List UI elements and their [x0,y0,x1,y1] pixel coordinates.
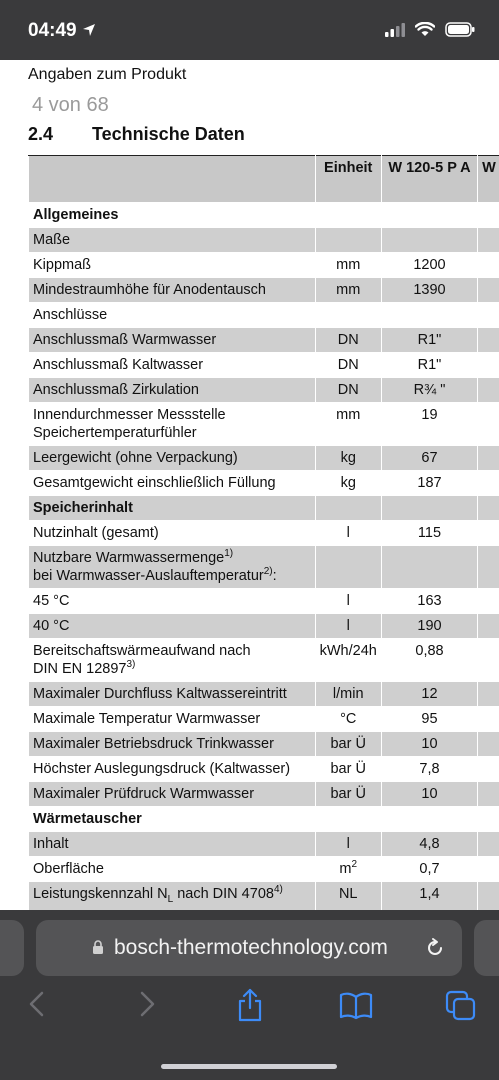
table-row [29,832,499,857]
row-unit [315,471,381,496]
row-unit [315,303,381,328]
row-label-text: Leergewicht (ohne Verpackung) [33,450,238,466]
row-unit [315,832,381,857]
table-row [29,228,499,253]
row-label-text: Anschlüsse [33,307,108,323]
table-row [29,521,499,546]
lock-icon [92,940,104,954]
row-label-text: Nutzinhalt (gesamt) [33,525,159,541]
row-value: 0,88 [381,639,477,682]
row-label-suffix: nach DIN 4708 [173,886,274,902]
row-unit-text: DN [337,332,359,348]
chapter-title: Technische Daten [92,124,245,144]
table-row [29,707,499,732]
row-next-model-value [478,782,499,807]
row-label [29,546,316,589]
row-label-line2-footnote: 2) [263,566,273,578]
table-row [29,639,499,682]
row-next-model-value [478,832,499,857]
table-row [29,378,499,403]
row-unit-text: bar Ü [330,786,366,802]
row-unit [315,546,381,589]
row-value [381,303,477,328]
row-next-model-value [478,203,499,228]
row-unit [315,378,381,403]
table-row [29,682,499,707]
row-label-text: Höchster Auslegungsdruck (Kaltwasser) [33,761,291,777]
row-unit-text: DN [337,382,359,398]
row-label-text: Wärmetauscher [33,811,142,827]
column-header-unit: Einheit [315,156,381,203]
technical-data-table [28,155,499,910]
row-label-text: Leistungskennzahl N [33,886,168,902]
row-label-text: Maximale Temperatur Warmwasser [33,711,261,727]
pdf-document-view[interactable] [0,60,499,910]
tabs-icon[interactable] [445,990,477,1022]
row-label [29,807,316,832]
row-unit [315,278,381,303]
row-label-text: Kippmaß [33,257,92,273]
column-header-model: W 120-5 P A [381,156,477,203]
row-value: 4,8 [381,832,477,857]
share-icon[interactable] [236,988,264,1022]
column-header-next-model: W [478,156,499,203]
forward-icon[interactable] [136,990,158,1018]
row-next-model-value [478,253,499,278]
row-value: 7,8 [381,757,477,782]
row-unit-text: kg [340,450,356,466]
row-label-text: 45 °C [33,593,70,609]
status-indicators [385,22,475,37]
table-row [29,782,499,807]
row-label [29,614,316,639]
previous-tab-pill[interactable] [0,920,24,976]
row-next-model-value [478,807,499,832]
row-label-text: Speicherinhalt [33,500,133,516]
row-label-text: Maximaler Betriebsdruck Trinkwasser [33,736,274,752]
row-label-text: Oberfläche [33,861,104,877]
row-label [29,378,316,403]
row-next-model-value [478,496,499,521]
row-value [381,807,477,832]
row-label [29,496,316,521]
row-label [29,707,316,732]
row-next-model-value [478,471,499,496]
row-next-model-value [478,228,499,253]
battery-icon [445,22,475,37]
row-unit [315,639,381,682]
table-row [29,882,499,911]
row-label-text: Nutzbare Warmwassermenge [33,550,225,566]
row-label-line2-suffix: : [272,568,277,584]
home-indicator [161,1064,337,1069]
row-value: 187 [381,471,477,496]
row-value: R1" [381,353,477,378]
row-next-model-value [478,857,499,882]
row-unit-text: °C [340,711,357,727]
row-next-model-value [478,732,499,757]
row-unit [315,446,381,471]
row-next-model-value [478,682,499,707]
row-label [29,782,316,807]
row-label-footnote: 1) [224,548,234,560]
row-label-text: 40 °C [33,618,70,634]
row-label-line2-footnote: 3) [126,659,136,671]
row-label [29,589,316,614]
row-label-text: Anschlussmaß Warmwasser [33,332,217,348]
row-unit [315,253,381,278]
row-value: R¾ " [381,378,477,403]
row-next-model-value [478,707,499,732]
page-indicator: 4 von 68 [26,94,115,117]
row-next-model-value [478,328,499,353]
row-label-text: Maximaler Durchfluss Kaltwassereintritt [33,686,287,702]
next-tab-pill[interactable] [474,920,499,976]
row-label [29,882,316,911]
row-label [29,857,316,882]
row-value: 163 [381,589,477,614]
browser-toolbar [0,910,499,1080]
row-label [29,471,316,496]
back-icon[interactable] [26,990,48,1018]
row-unit [315,328,381,353]
chapter-number: 2.4 [28,124,54,144]
row-label-text: Allgemeines [33,207,119,223]
row-value: 10 [381,782,477,807]
row-label [29,203,316,228]
row-value: 1,4 [381,882,477,911]
row-unit-text: l [346,618,350,634]
row-next-model-value [478,882,499,911]
row-label [29,353,316,378]
table-row [29,589,499,614]
row-unit-text: l [346,836,350,852]
row-label-text: Bereitschaftswärmeaufwand nach [33,643,251,659]
row-next-model-value [478,589,499,614]
row-value: 0,7 [381,857,477,882]
row-unit-text: NL [338,886,358,902]
row-label-subscript: L [167,893,174,905]
table-row [29,614,499,639]
row-unit [315,882,381,911]
row-next-model-value [478,278,499,303]
row-label-text: Maximaler Prüfdruck Warmwasser [33,786,255,802]
table-row [29,303,499,328]
row-unit-text: m [339,861,352,877]
row-label-text: Anschlussmaß Zirkulation [33,382,199,398]
row-unit [315,782,381,807]
row-unit [315,496,381,521]
row-unit [315,353,381,378]
row-label-text: Anschlussmaß Kaltwasser [33,357,204,373]
row-label [29,446,316,471]
column-header-parameter [29,156,316,203]
row-label-footnote: 4) [273,884,283,896]
row-value: 67 [381,446,477,471]
row-unit-text: DN [337,357,359,373]
row-next-model-value [478,614,499,639]
row-label-text: Mindestraumhöhe für Anodentausch [33,282,266,298]
row-label [29,832,316,857]
row-label [29,732,316,757]
row-next-model-value [478,521,499,546]
table-row [29,757,499,782]
row-unit-text: l [346,593,350,609]
row-next-model-value [478,546,499,589]
address-bar[interactable] [36,920,462,976]
row-next-model-value [478,353,499,378]
table-row [29,446,499,471]
row-next-model-value [478,446,499,471]
row-unit-superscript: 2 [351,859,358,871]
row-unit [315,682,381,707]
row-value: 1200 [381,253,477,278]
row-unit-text: mm [336,407,361,423]
row-value: 95 [381,707,477,732]
row-label [29,328,316,353]
row-unit [315,203,381,228]
row-value: 10 [381,732,477,757]
bookmarks-icon[interactable] [339,992,373,1020]
row-label-text: Gesamtgewicht einschließlich Füllung [33,475,276,491]
table-row [29,857,499,882]
row-unit-text: l/min [332,686,364,702]
table-row [29,807,499,832]
row-unit [315,707,381,732]
table-row [29,203,499,228]
row-value: 19 [381,403,477,446]
status-time: 04:49 [28,20,96,42]
row-unit [315,228,381,253]
table-row [29,496,499,521]
row-next-model-value [478,378,499,403]
row-unit [315,614,381,639]
row-unit-text: mm [336,282,361,298]
location-arrow-icon [82,23,96,37]
table-row [29,278,499,303]
table-row [29,403,499,446]
url-text: bosch-thermotechnology.com [114,936,388,959]
row-value [381,546,477,589]
row-next-model-value [478,639,499,682]
row-value: R1" [381,328,477,353]
row-label [29,278,316,303]
wifi-icon [415,22,435,37]
row-value: 190 [381,614,477,639]
table-row [29,328,499,353]
row-unit-text: l [346,525,350,541]
row-value: 115 [381,521,477,546]
row-unit [315,521,381,546]
row-unit [315,757,381,782]
row-next-model-value [478,403,499,446]
row-label [29,639,316,682]
row-value: 12 [381,682,477,707]
row-label [29,253,316,278]
table-row [29,471,499,496]
row-next-model-value [478,757,499,782]
row-label [29,228,316,253]
row-unit-text: kg [340,475,356,491]
row-unit-text: kWh/24h [319,643,377,659]
row-value [381,496,477,521]
row-label [29,303,316,328]
row-label-text: Maße [33,232,71,248]
table-row [29,546,499,589]
table-row [29,353,499,378]
row-label [29,403,316,446]
table-row [29,732,499,757]
row-label-text: Innendurchmesser Messstelle Speichertemperaturfühler [33,407,226,441]
row-label-line2: bei Warmwasser-Auslauftemperatur [33,568,264,584]
row-label-line2: DIN EN 12897 [33,661,127,677]
row-value [381,203,477,228]
section-header: Angaben zum Produkt [28,66,187,83]
row-unit [315,589,381,614]
cellular-signal-icon [385,23,405,37]
row-value: 1390 [381,278,477,303]
row-label-text: Inhalt [33,836,69,852]
reload-icon[interactable] [424,937,446,959]
row-unit [315,807,381,832]
row-unit-text: mm [336,257,361,273]
row-unit [315,857,381,882]
row-label [29,757,316,782]
table-row [29,253,499,278]
status-bar [0,0,499,60]
row-label [29,682,316,707]
row-value [381,228,477,253]
row-label [29,521,316,546]
row-unit [315,732,381,757]
row-unit [315,403,381,446]
table-body [29,203,499,911]
row-next-model-value [478,303,499,328]
row-unit-text: bar Ü [330,736,366,752]
row-unit-text: bar Ü [330,761,366,777]
